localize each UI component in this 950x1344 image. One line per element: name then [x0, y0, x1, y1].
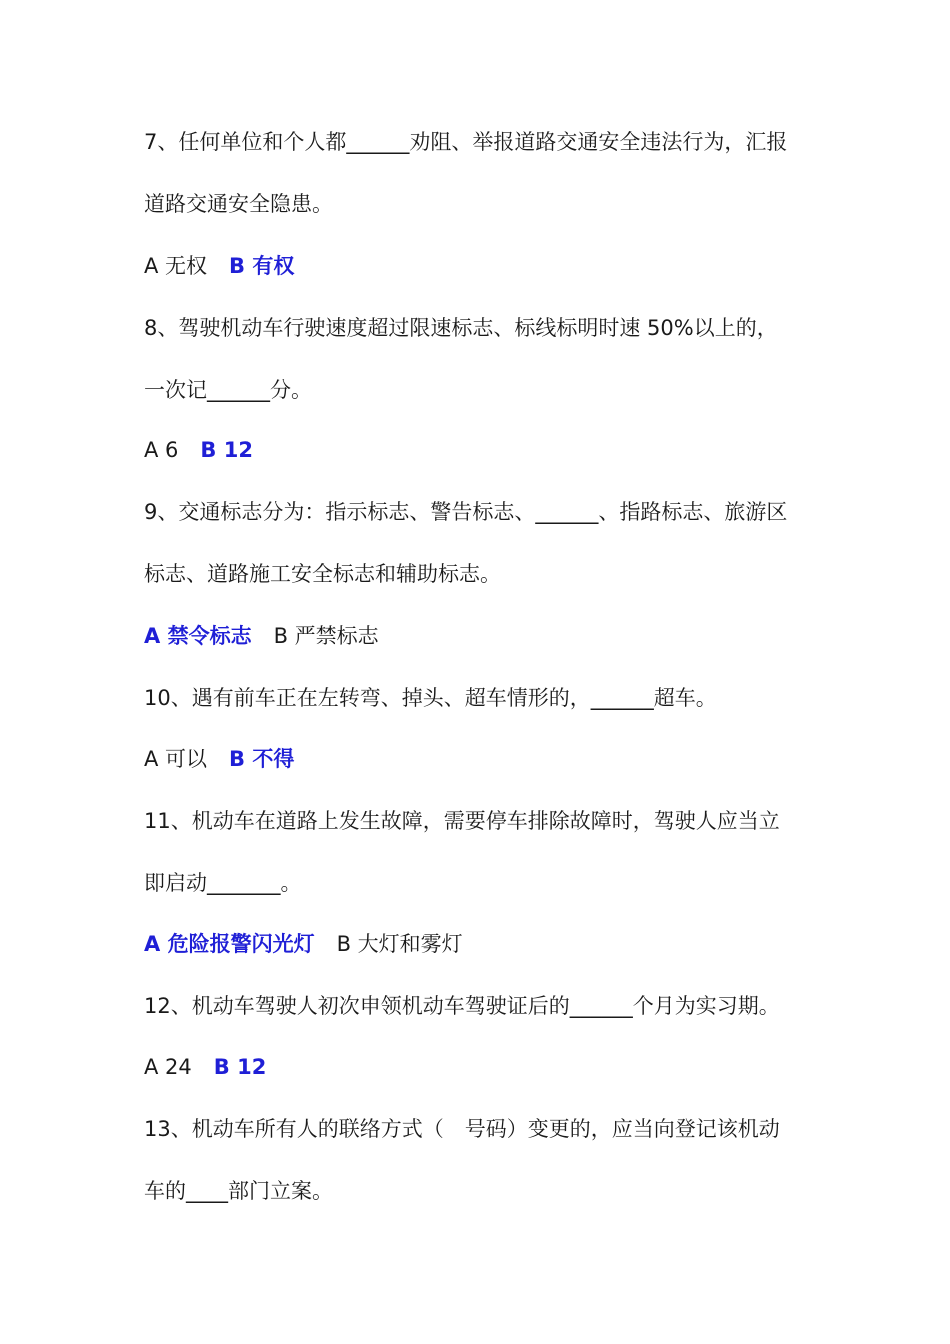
- option-a: A 24: [144, 1055, 192, 1079]
- question-9-options: [144, 622, 379, 650]
- option-a: A 无权: [144, 254, 208, 278]
- option-b-correct: B 不得: [229, 747, 295, 771]
- option-a-correct: A 危险报警闪光灯: [144, 932, 315, 956]
- question-9-line-1: 9、交通标志分为：指示标志、警告标志、______、指路标志、旅游区: [144, 500, 788, 524]
- question-10-options: [144, 745, 294, 773]
- question-13-line-2: 车的____部门立案。: [144, 1179, 333, 1203]
- option-b-correct: B 12: [200, 438, 253, 462]
- question-8-options: [144, 436, 253, 464]
- question-7-line-2: 道路交通安全隐患。: [144, 192, 333, 216]
- question-8-line-2: 一次记______分。: [144, 378, 312, 402]
- question-12-line-1: 12、机动车驾驶人初次申领机动车驾驶证后的______个月为实习期。: [144, 994, 780, 1018]
- option-b-correct: B 有权: [229, 254, 295, 278]
- question-11-options: [144, 930, 463, 958]
- question-7-options: [144, 252, 294, 280]
- question-10-line-1: 10、遇有前车正在左转弯、掉头、超车情形的，______超车。: [144, 686, 717, 710]
- option-a: A 可以: [144, 747, 208, 771]
- question-9-line-2: 标志、道路施工安全标志和辅助标志。: [144, 562, 501, 586]
- question-12-options: [144, 1053, 266, 1081]
- option-a: A 6: [144, 438, 179, 462]
- question-13-line-1: 13、机动车所有人的联络方式（ 号码）变更的，应当向登记该机动: [144, 1117, 780, 1141]
- option-b: B 严禁标志: [273, 624, 379, 648]
- option-b: B 大灯和雾灯: [336, 932, 463, 956]
- question-11-line-2: 即启动_______。: [144, 871, 302, 895]
- question-7-line-1: 7、任何单位和个人都______劝阻、举报道路交通安全违法行为，汇报: [144, 130, 788, 154]
- option-b-correct: B 12: [213, 1055, 267, 1079]
- question-11-line-1: 11、机动车在道路上发生故障，需要停车排除故障时，驾驶人应当立: [144, 809, 780, 833]
- option-a-correct: A 禁令标志: [144, 624, 252, 648]
- question-8-line-1: 8、驾驶机动车行驶速度超过限速标志、标线标明时速 50%以上的，: [144, 316, 778, 340]
